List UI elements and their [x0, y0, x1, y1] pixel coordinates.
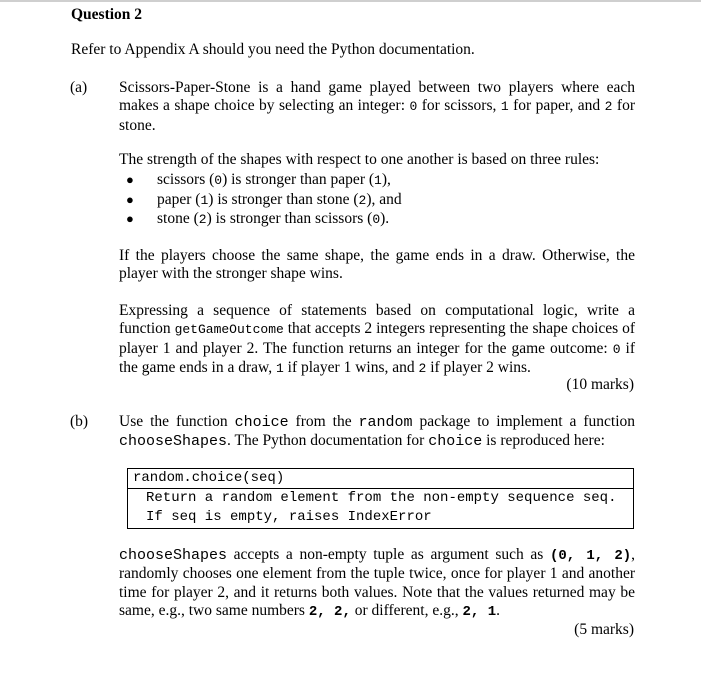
part-b-description: chooseShapes accepts a non-empty tuple as argument such as (0, 1, 2), randomly chooses one element from the tuple twice, once for player 1 and another time for player 2, and it returns both values. Note that the values returned may be same, e.g., two same numbers 2, 2, or different, e.g., 2, 1. — [119, 546, 635, 621]
bullet-icon: ● — [126, 172, 134, 187]
rule-item: ● stone (2) is stronger than scissors (0). — [126, 210, 390, 228]
code-description-line: If seq is empty, raises IndexError — [146, 508, 432, 525]
rule-item: ● paper (1) is stronger than stone (2), and — [126, 190, 402, 208]
rules-intro: The strength of the shapes with respect to one another is based on three rules: — [119, 151, 600, 168]
bullet-icon: ● — [126, 211, 134, 227]
part-a-label: (a) — [70, 79, 88, 96]
rules-list — [126, 171, 626, 230]
rule-item: ● scissors (0) is stronger than paper (1), — [126, 171, 391, 188]
top-divider — [0, 0, 701, 2]
question-intro: Refer to Appendix A should you need the Python documentation. — [71, 41, 475, 58]
part-b-label: (b) — [70, 413, 89, 430]
bullet-icon: ● — [126, 191, 134, 207]
code-signature: random.choice(seq) — [128, 469, 633, 489]
part-a-task: Expressing a sequence of statements based on computational logic, write a function getGameOutcome that accepts 2 integers representing the shape choices of player 1 and player 2. The function returns an integer for the game outcome: 0 if the game ends in a draw, 1 if player 1 wins, and 2 if player 2 wins. — [119, 302, 636, 377]
code-documentation-box — [127, 468, 634, 529]
draw-rule-text: If the players choose the same shape, the game ends in a draw. Otherwise, the player with the stronger shape wins. — [119, 247, 635, 283]
part-a-marks: (10 marks) — [566, 376, 634, 393]
part-a-paragraph-1: Scissors-Paper-Stone is a hand game played between two players where each makes a shape choice by selecting an integer: 0 for scissors, 1 for paper, and 2 for stone. — [119, 79, 635, 134]
part-b-marks: (5 marks) — [574, 621, 634, 638]
part-b-intro: Use the function choice from the random package to implement a function chooseShapes. The Python documentation for choice is reproduced here: — [119, 413, 635, 451]
question-title: Question 2 — [71, 6, 143, 23]
code-description-line: Return a random element from the non-empty sequence seq. — [146, 490, 617, 506]
